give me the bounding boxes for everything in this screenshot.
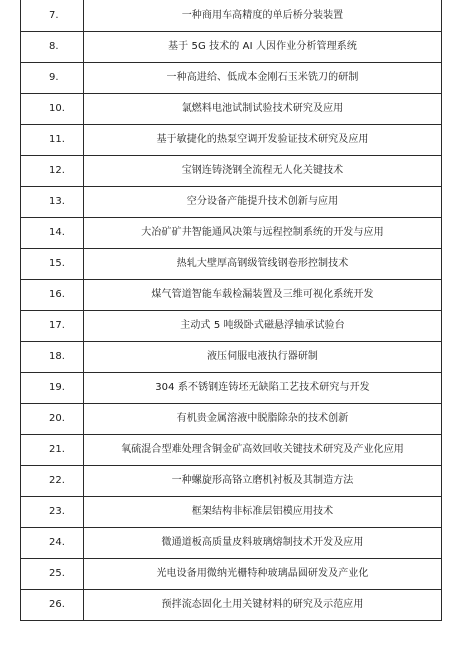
row-number: 22. xyxy=(21,466,84,497)
project-name: 304 系不锈钢连铸坯无缺陷工艺技术研究与开发 xyxy=(84,373,442,404)
table-row xyxy=(21,0,442,32)
project-name: 空分设备产能提升技术创新与应用 xyxy=(84,187,442,218)
project-name: 热轧大壁厚高钢级管线钢卷形控制技术 xyxy=(84,249,442,280)
row-number: 26. xyxy=(21,590,84,621)
row-number: 25. xyxy=(21,559,84,590)
project-name: 一种商用车高精度的单后桥分装装置 xyxy=(84,0,442,32)
project-name: 框架结构非标准层铝模应用技术 xyxy=(84,497,442,528)
table-row xyxy=(21,528,442,559)
project-name: 宝钢连铸浇钢全流程无人化关键技术 xyxy=(84,156,442,187)
project-name: 主动式 5 吨级卧式磁悬浮轴承试验台 xyxy=(84,311,442,342)
table-row xyxy=(21,342,442,373)
table-row xyxy=(21,435,442,466)
table-row xyxy=(21,249,442,280)
project-name: 微通道板高质量皮料玻璃熔制技术开发及应用 xyxy=(84,528,442,559)
table-row xyxy=(21,590,442,621)
table-row xyxy=(21,32,442,63)
row-number: 19. xyxy=(21,373,84,404)
row-number: 12. xyxy=(21,156,84,187)
table-row xyxy=(21,156,442,187)
table-row xyxy=(21,63,442,94)
table-row xyxy=(21,559,442,590)
project-name: 光电设备用微纳光栅特种玻璃晶圆研发及产业化 xyxy=(84,559,442,590)
project-name: 氯燃料电池试制试验技术研究及应用 xyxy=(84,94,442,125)
project-name: 大冶矿矿井智能通风决策与远程控制系统的开发与应用 xyxy=(84,218,442,249)
row-number: 17. xyxy=(21,311,84,342)
row-number: 10. xyxy=(21,94,84,125)
table-row xyxy=(21,466,442,497)
project-table-body xyxy=(21,0,442,621)
table-row xyxy=(21,218,442,249)
table-row xyxy=(21,311,442,342)
project-name: 有机贵金属溶液中脱脂除杂的技术创新 xyxy=(84,404,442,435)
table-row xyxy=(21,94,442,125)
row-number: 14. xyxy=(21,218,84,249)
row-number: 20. xyxy=(21,404,84,435)
row-number: 7. xyxy=(21,0,84,32)
table-row xyxy=(21,497,442,528)
row-number: 24. xyxy=(21,528,84,559)
row-number: 9. xyxy=(21,63,84,94)
project-name: 一种螺旋形高铬立磨机衬板及其制造方法 xyxy=(84,466,442,497)
row-number: 13. xyxy=(21,187,84,218)
project-name: 预拌流态固化土用关键材料的研究及示范应用 xyxy=(84,590,442,621)
row-number: 23. xyxy=(21,497,84,528)
row-number: 16. xyxy=(21,280,84,311)
project-name: 氧硫混合型难处理含铜金矿高效回收关键技术研究及产业化应用 xyxy=(84,435,442,466)
table-row xyxy=(21,373,442,404)
table-row xyxy=(21,125,442,156)
table-row xyxy=(21,187,442,218)
project-name: 一种高进给、低成本金刚石玉米铣刀的研制 xyxy=(84,63,442,94)
project-table xyxy=(20,0,442,621)
project-name: 基于 5G 技术的 AI 人因作业分析管理系统 xyxy=(84,32,442,63)
row-number: 21. xyxy=(21,435,84,466)
project-name: 煤气管道智能车载检漏装置及三维可视化系统开发 xyxy=(84,280,442,311)
row-number: 18. xyxy=(21,342,84,373)
table-row xyxy=(21,404,442,435)
row-number: 8. xyxy=(21,32,84,63)
project-name: 基于敏捷化的热泵空调开发验证技术研究及应用 xyxy=(84,125,442,156)
row-number: 11. xyxy=(21,125,84,156)
table-row xyxy=(21,280,442,311)
project-name: 液压伺服电液执行器研制 xyxy=(84,342,442,373)
row-number: 15. xyxy=(21,249,84,280)
